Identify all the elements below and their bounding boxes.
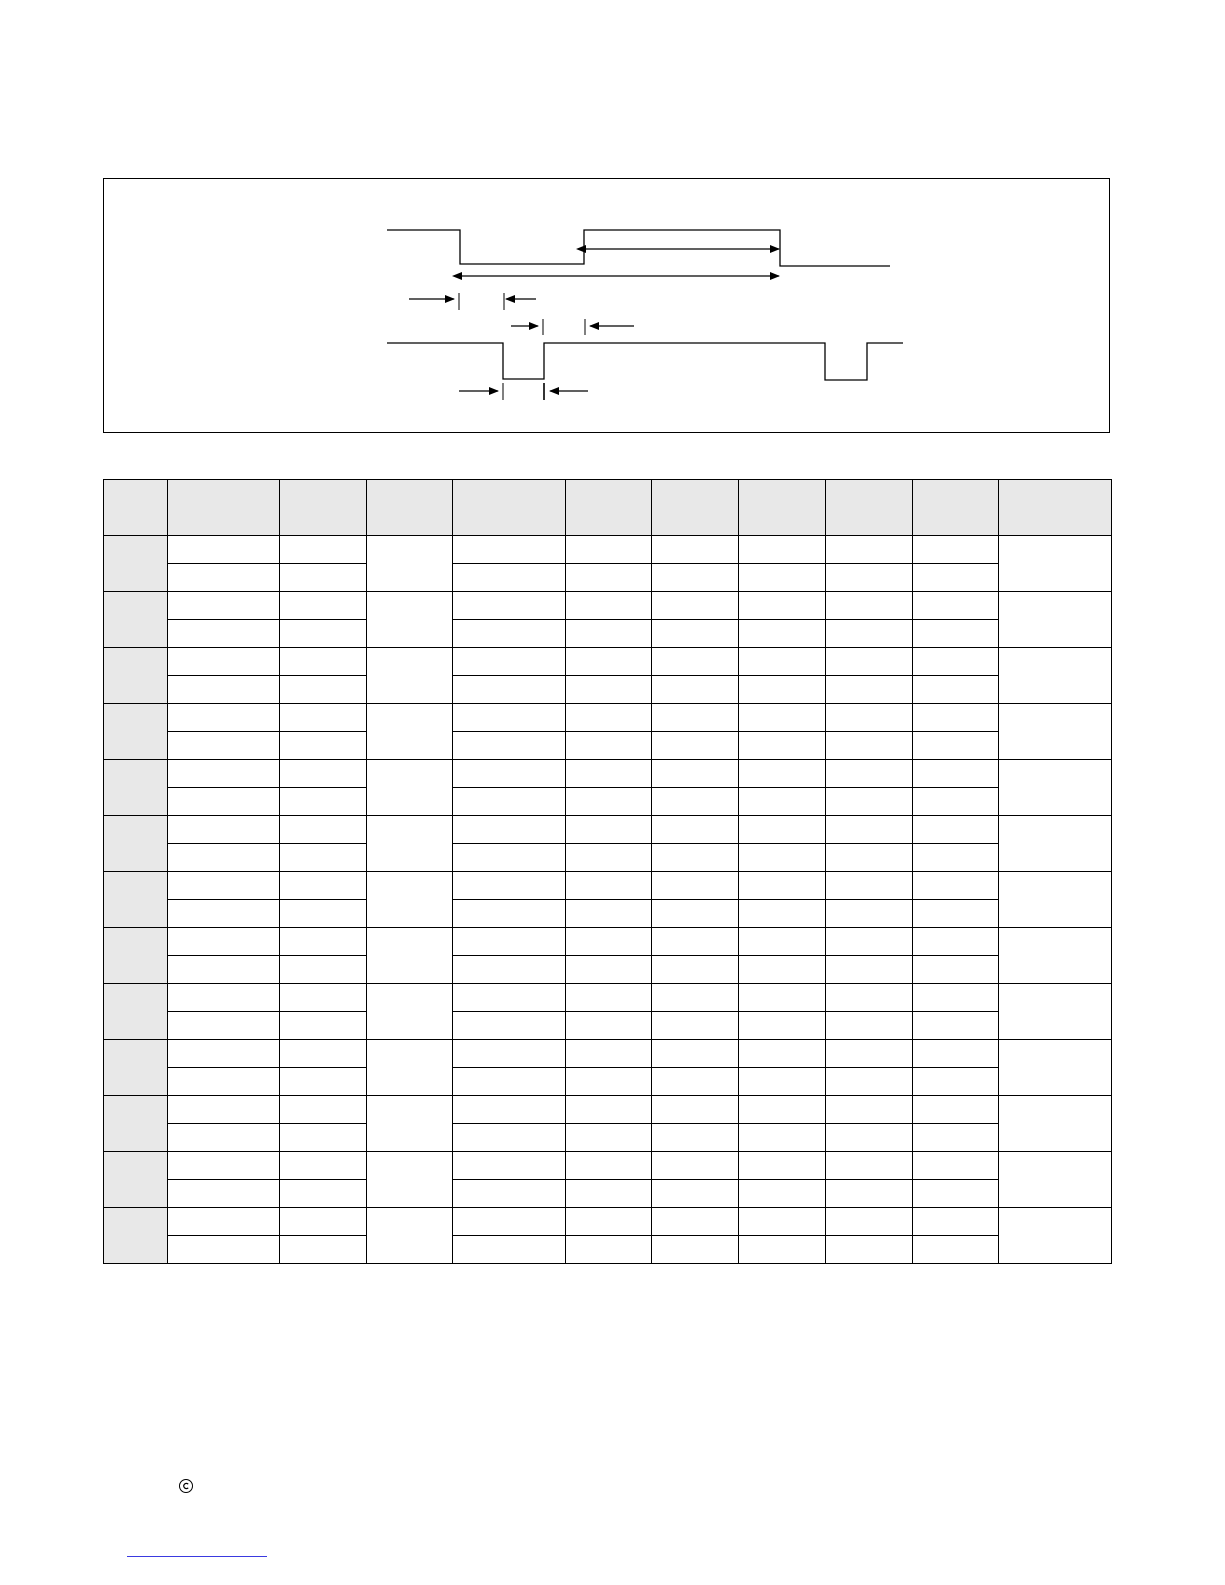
table-cell <box>280 844 367 872</box>
table-cell <box>453 536 566 564</box>
table-cell <box>826 536 913 564</box>
table-cell <box>913 1208 999 1236</box>
table-cell <box>999 704 1112 760</box>
table-cell <box>652 816 739 844</box>
table-cell <box>739 1124 826 1152</box>
table-cell <box>739 704 826 732</box>
table-cell <box>913 1012 999 1040</box>
mode-cell <box>104 872 168 928</box>
waveform-upper <box>387 230 890 266</box>
table-cell <box>652 1068 739 1096</box>
table-cell <box>168 732 280 760</box>
mode-cell <box>104 1040 168 1096</box>
table-cell <box>826 760 913 788</box>
table-row <box>104 732 1112 760</box>
table-cell <box>826 1068 913 1096</box>
mode-cell <box>104 1096 168 1152</box>
table-cell <box>168 1236 280 1264</box>
table-body <box>104 536 1112 1264</box>
table-cell <box>652 1180 739 1208</box>
table-row <box>104 788 1112 816</box>
table-row <box>104 1208 1112 1236</box>
table-cell <box>367 592 453 648</box>
table-cell <box>280 536 367 564</box>
table-cell <box>168 564 280 592</box>
table-cell <box>566 956 652 984</box>
table-cell <box>739 1180 826 1208</box>
table-cell <box>999 760 1112 816</box>
mode-cell <box>104 984 168 1040</box>
table-cell <box>367 1152 453 1208</box>
table-cell <box>453 1180 566 1208</box>
table-cell <box>453 760 566 788</box>
table-cell <box>168 788 280 816</box>
table-cell <box>913 900 999 928</box>
table-row <box>104 620 1112 648</box>
table-cell <box>739 676 826 704</box>
table-cell <box>999 1096 1112 1152</box>
table-row <box>104 676 1112 704</box>
table-cell <box>566 1096 652 1124</box>
table-cell <box>566 564 652 592</box>
table-cell <box>652 844 739 872</box>
table-cell <box>453 1152 566 1180</box>
table-cell <box>566 1068 652 1096</box>
table-cell <box>453 1124 566 1152</box>
table-cell <box>168 1068 280 1096</box>
table-cell <box>652 1152 739 1180</box>
table-cell <box>566 872 652 900</box>
table-cell <box>913 984 999 1012</box>
table-row <box>104 536 1112 564</box>
table-cell <box>826 788 913 816</box>
table-cell <box>168 1180 280 1208</box>
table-cell <box>826 1124 913 1152</box>
table-cell <box>453 620 566 648</box>
table-cell <box>999 928 1112 984</box>
table-row <box>104 592 1112 620</box>
table-cell <box>453 872 566 900</box>
table-cell <box>913 844 999 872</box>
table-header-row <box>104 480 1112 536</box>
table-cell <box>367 1096 453 1152</box>
table-cell <box>566 648 652 676</box>
table-cell <box>652 732 739 760</box>
table-cell <box>913 788 999 816</box>
table-row <box>104 1152 1112 1180</box>
table-cell <box>739 816 826 844</box>
table-cell <box>453 592 566 620</box>
table-cell <box>280 1068 367 1096</box>
mode-cell <box>104 648 168 704</box>
table-cell <box>168 536 280 564</box>
table-cell <box>913 732 999 760</box>
table-cell <box>913 676 999 704</box>
table-cell <box>280 564 367 592</box>
table-cell <box>280 1152 367 1180</box>
table-cell <box>652 956 739 984</box>
table-cell <box>280 1124 367 1152</box>
table-cell <box>280 676 367 704</box>
table-cell <box>168 1152 280 1180</box>
table-cell <box>566 1040 652 1068</box>
table-cell <box>280 1012 367 1040</box>
table-cell <box>913 592 999 620</box>
table-cell <box>739 788 826 816</box>
table-row <box>104 760 1112 788</box>
table-row <box>104 648 1112 676</box>
table-cell <box>826 704 913 732</box>
table-cell <box>739 620 826 648</box>
table-cell <box>280 872 367 900</box>
table-cell <box>652 1096 739 1124</box>
table-row <box>104 1124 1112 1152</box>
mode-cell <box>104 1208 168 1264</box>
table-cell <box>453 1068 566 1096</box>
table-cell <box>367 760 453 816</box>
table-cell <box>566 536 652 564</box>
table-cell <box>652 760 739 788</box>
table-cell <box>913 620 999 648</box>
table-cell <box>367 648 453 704</box>
table-cell <box>739 732 826 760</box>
table-cell <box>453 704 566 732</box>
table-cell <box>652 1236 739 1264</box>
table-cell <box>168 1208 280 1236</box>
table-cell <box>367 928 453 984</box>
table-cell <box>913 1236 999 1264</box>
table-cell <box>913 1040 999 1068</box>
table-cell <box>913 536 999 564</box>
table-cell <box>280 732 367 760</box>
table-cell <box>913 816 999 844</box>
table-cell <box>168 620 280 648</box>
table-cell <box>652 984 739 1012</box>
table-cell <box>168 928 280 956</box>
table-cell <box>168 760 280 788</box>
table-cell <box>453 1040 566 1068</box>
table-cell <box>566 900 652 928</box>
table-cell <box>739 648 826 676</box>
table-cell <box>826 900 913 928</box>
table-cell <box>453 732 566 760</box>
table-cell <box>999 816 1112 872</box>
table-cell <box>280 984 367 1012</box>
table-cell <box>913 928 999 956</box>
table-row <box>104 1040 1112 1068</box>
table-cell <box>168 844 280 872</box>
table-cell <box>280 760 367 788</box>
table-cell <box>453 900 566 928</box>
table-cell <box>826 1180 913 1208</box>
table-cell <box>367 1208 453 1264</box>
mode-cell <box>104 1152 168 1208</box>
table-cell <box>913 1068 999 1096</box>
header-cell <box>739 480 826 536</box>
table-cell <box>367 536 453 592</box>
table-cell <box>168 676 280 704</box>
table-cell <box>566 788 652 816</box>
table-cell <box>999 1152 1112 1208</box>
table-row <box>104 1236 1112 1264</box>
mode-cell <box>104 536 168 592</box>
table-cell <box>280 900 367 928</box>
table-cell <box>826 1096 913 1124</box>
table-cell <box>913 1124 999 1152</box>
table-cell <box>826 956 913 984</box>
table-cell <box>652 1012 739 1040</box>
table-cell <box>826 676 913 704</box>
table-cell <box>913 648 999 676</box>
table-cell <box>826 732 913 760</box>
table-cell <box>168 1012 280 1040</box>
table-cell <box>652 536 739 564</box>
table-cell <box>168 648 280 676</box>
table-cell <box>826 816 913 844</box>
table-cell <box>280 1236 367 1264</box>
table-cell <box>913 704 999 732</box>
table-cell <box>566 620 652 648</box>
table-cell <box>652 900 739 928</box>
table-cell <box>566 984 652 1012</box>
table-cell <box>367 984 453 1040</box>
table-cell <box>739 928 826 956</box>
table-cell <box>652 1208 739 1236</box>
table-cell <box>280 1180 367 1208</box>
table-cell <box>652 620 739 648</box>
table-cell <box>453 816 566 844</box>
table-cell <box>168 900 280 928</box>
table-cell <box>652 648 739 676</box>
header-cell <box>104 480 168 536</box>
waveform-lower <box>387 343 903 380</box>
table-cell <box>826 1152 913 1180</box>
table-cell <box>739 760 826 788</box>
table-cell <box>453 844 566 872</box>
table-cell <box>999 1208 1112 1264</box>
table-cell <box>999 536 1112 592</box>
table-cell <box>739 564 826 592</box>
table-row <box>104 1180 1112 1208</box>
table-cell <box>280 1096 367 1124</box>
table-cell <box>913 760 999 788</box>
table-cell <box>826 1236 913 1264</box>
table-cell <box>168 956 280 984</box>
mode-cell <box>104 760 168 816</box>
table-row <box>104 956 1112 984</box>
table-cell <box>826 1208 913 1236</box>
table-cell <box>453 1012 566 1040</box>
table-cell <box>453 1236 566 1264</box>
table-cell <box>280 788 367 816</box>
table-cell <box>739 956 826 984</box>
table-cell <box>826 648 913 676</box>
table-cell <box>652 1124 739 1152</box>
table-cell <box>913 1096 999 1124</box>
table-cell <box>280 1208 367 1236</box>
table-cell <box>652 788 739 816</box>
table-cell <box>652 872 739 900</box>
table-cell <box>999 1040 1112 1096</box>
table-cell <box>739 1068 826 1096</box>
table-cell <box>566 1236 652 1264</box>
table-cell <box>566 1208 652 1236</box>
table-cell <box>280 1040 367 1068</box>
table-row <box>104 1068 1112 1096</box>
table-cell <box>280 620 367 648</box>
table-row <box>104 1096 1112 1124</box>
table-row <box>104 928 1112 956</box>
timing-table <box>103 479 1112 1264</box>
table-row <box>104 1012 1112 1040</box>
table-cell <box>913 956 999 984</box>
table-cell <box>566 732 652 760</box>
table-cell <box>652 592 739 620</box>
table-cell <box>453 1208 566 1236</box>
table-row <box>104 900 1112 928</box>
table-cell <box>739 984 826 1012</box>
table-cell <box>652 676 739 704</box>
table-cell <box>826 620 913 648</box>
table-cell <box>566 1124 652 1152</box>
table-cell <box>566 704 652 732</box>
footer-link-underline[interactable] <box>127 1556 267 1557</box>
table-cell <box>566 844 652 872</box>
table-cell <box>999 984 1112 1040</box>
table-cell <box>168 592 280 620</box>
table-cell <box>739 1208 826 1236</box>
table-row <box>104 816 1112 844</box>
table-cell <box>566 1152 652 1180</box>
table-cell <box>826 928 913 956</box>
table-row <box>104 704 1112 732</box>
table-row <box>104 872 1112 900</box>
table-cell <box>280 648 367 676</box>
table-cell <box>168 704 280 732</box>
mode-cell <box>104 928 168 984</box>
table-cell <box>367 816 453 872</box>
table-cell <box>999 872 1112 928</box>
table-cell <box>168 984 280 1012</box>
table-cell <box>826 1012 913 1040</box>
table-cell <box>168 1040 280 1068</box>
timing-diagram <box>103 178 1110 433</box>
table-cell <box>739 900 826 928</box>
header-cell <box>826 480 913 536</box>
table-row <box>104 844 1112 872</box>
table-cell <box>280 956 367 984</box>
table-cell <box>826 844 913 872</box>
header-cell <box>652 480 739 536</box>
table-cell <box>280 928 367 956</box>
table-cell <box>280 816 367 844</box>
table-cell <box>739 1236 826 1264</box>
header-cell <box>280 480 367 536</box>
copyright-icon <box>178 1478 194 1494</box>
table-cell <box>652 704 739 732</box>
table-cell <box>999 592 1112 648</box>
table-cell <box>367 1040 453 1096</box>
table-cell <box>453 648 566 676</box>
table-cell <box>826 1040 913 1068</box>
header-cell <box>367 480 453 536</box>
table-cell <box>453 676 566 704</box>
table-cell <box>168 872 280 900</box>
table-cell <box>566 816 652 844</box>
timing-waveforms <box>104 179 1111 434</box>
table-cell <box>168 1096 280 1124</box>
table-cell <box>453 1096 566 1124</box>
table-cell <box>739 1152 826 1180</box>
table-cell <box>739 872 826 900</box>
table-cell <box>913 872 999 900</box>
table-cell <box>566 760 652 788</box>
table-cell <box>566 592 652 620</box>
table-cell <box>652 928 739 956</box>
mode-cell <box>104 592 168 648</box>
table-row <box>104 564 1112 592</box>
mode-cell <box>104 816 168 872</box>
header-cell <box>168 480 280 536</box>
table-cell <box>168 1124 280 1152</box>
table-cell <box>913 1180 999 1208</box>
table-cell <box>826 984 913 1012</box>
table-cell <box>453 984 566 1012</box>
table-cell <box>826 564 913 592</box>
table-cell <box>739 592 826 620</box>
table-row <box>104 984 1112 1012</box>
table-cell <box>453 928 566 956</box>
header-cell <box>566 480 652 536</box>
table-cell <box>168 816 280 844</box>
mode-cell <box>104 704 168 760</box>
table-cell <box>739 536 826 564</box>
table-cell <box>280 704 367 732</box>
table-cell <box>826 872 913 900</box>
table-cell <box>566 676 652 704</box>
table-cell <box>739 1012 826 1040</box>
header-cell <box>453 480 566 536</box>
header-cell <box>913 480 999 536</box>
table-cell <box>826 592 913 620</box>
table-cell <box>652 1040 739 1068</box>
table-cell <box>367 872 453 928</box>
table-cell <box>999 648 1112 704</box>
table-cell <box>280 592 367 620</box>
table-cell <box>913 564 999 592</box>
table-cell <box>739 844 826 872</box>
table-cell <box>566 1180 652 1208</box>
table-cell <box>913 1152 999 1180</box>
table-cell <box>367 704 453 760</box>
table-cell <box>453 564 566 592</box>
header-cell <box>999 480 1112 536</box>
table-cell <box>566 1012 652 1040</box>
table-cell <box>453 956 566 984</box>
table-cell <box>739 1096 826 1124</box>
table-cell <box>453 788 566 816</box>
table-cell <box>566 928 652 956</box>
table-cell <box>739 1040 826 1068</box>
table-cell <box>652 564 739 592</box>
